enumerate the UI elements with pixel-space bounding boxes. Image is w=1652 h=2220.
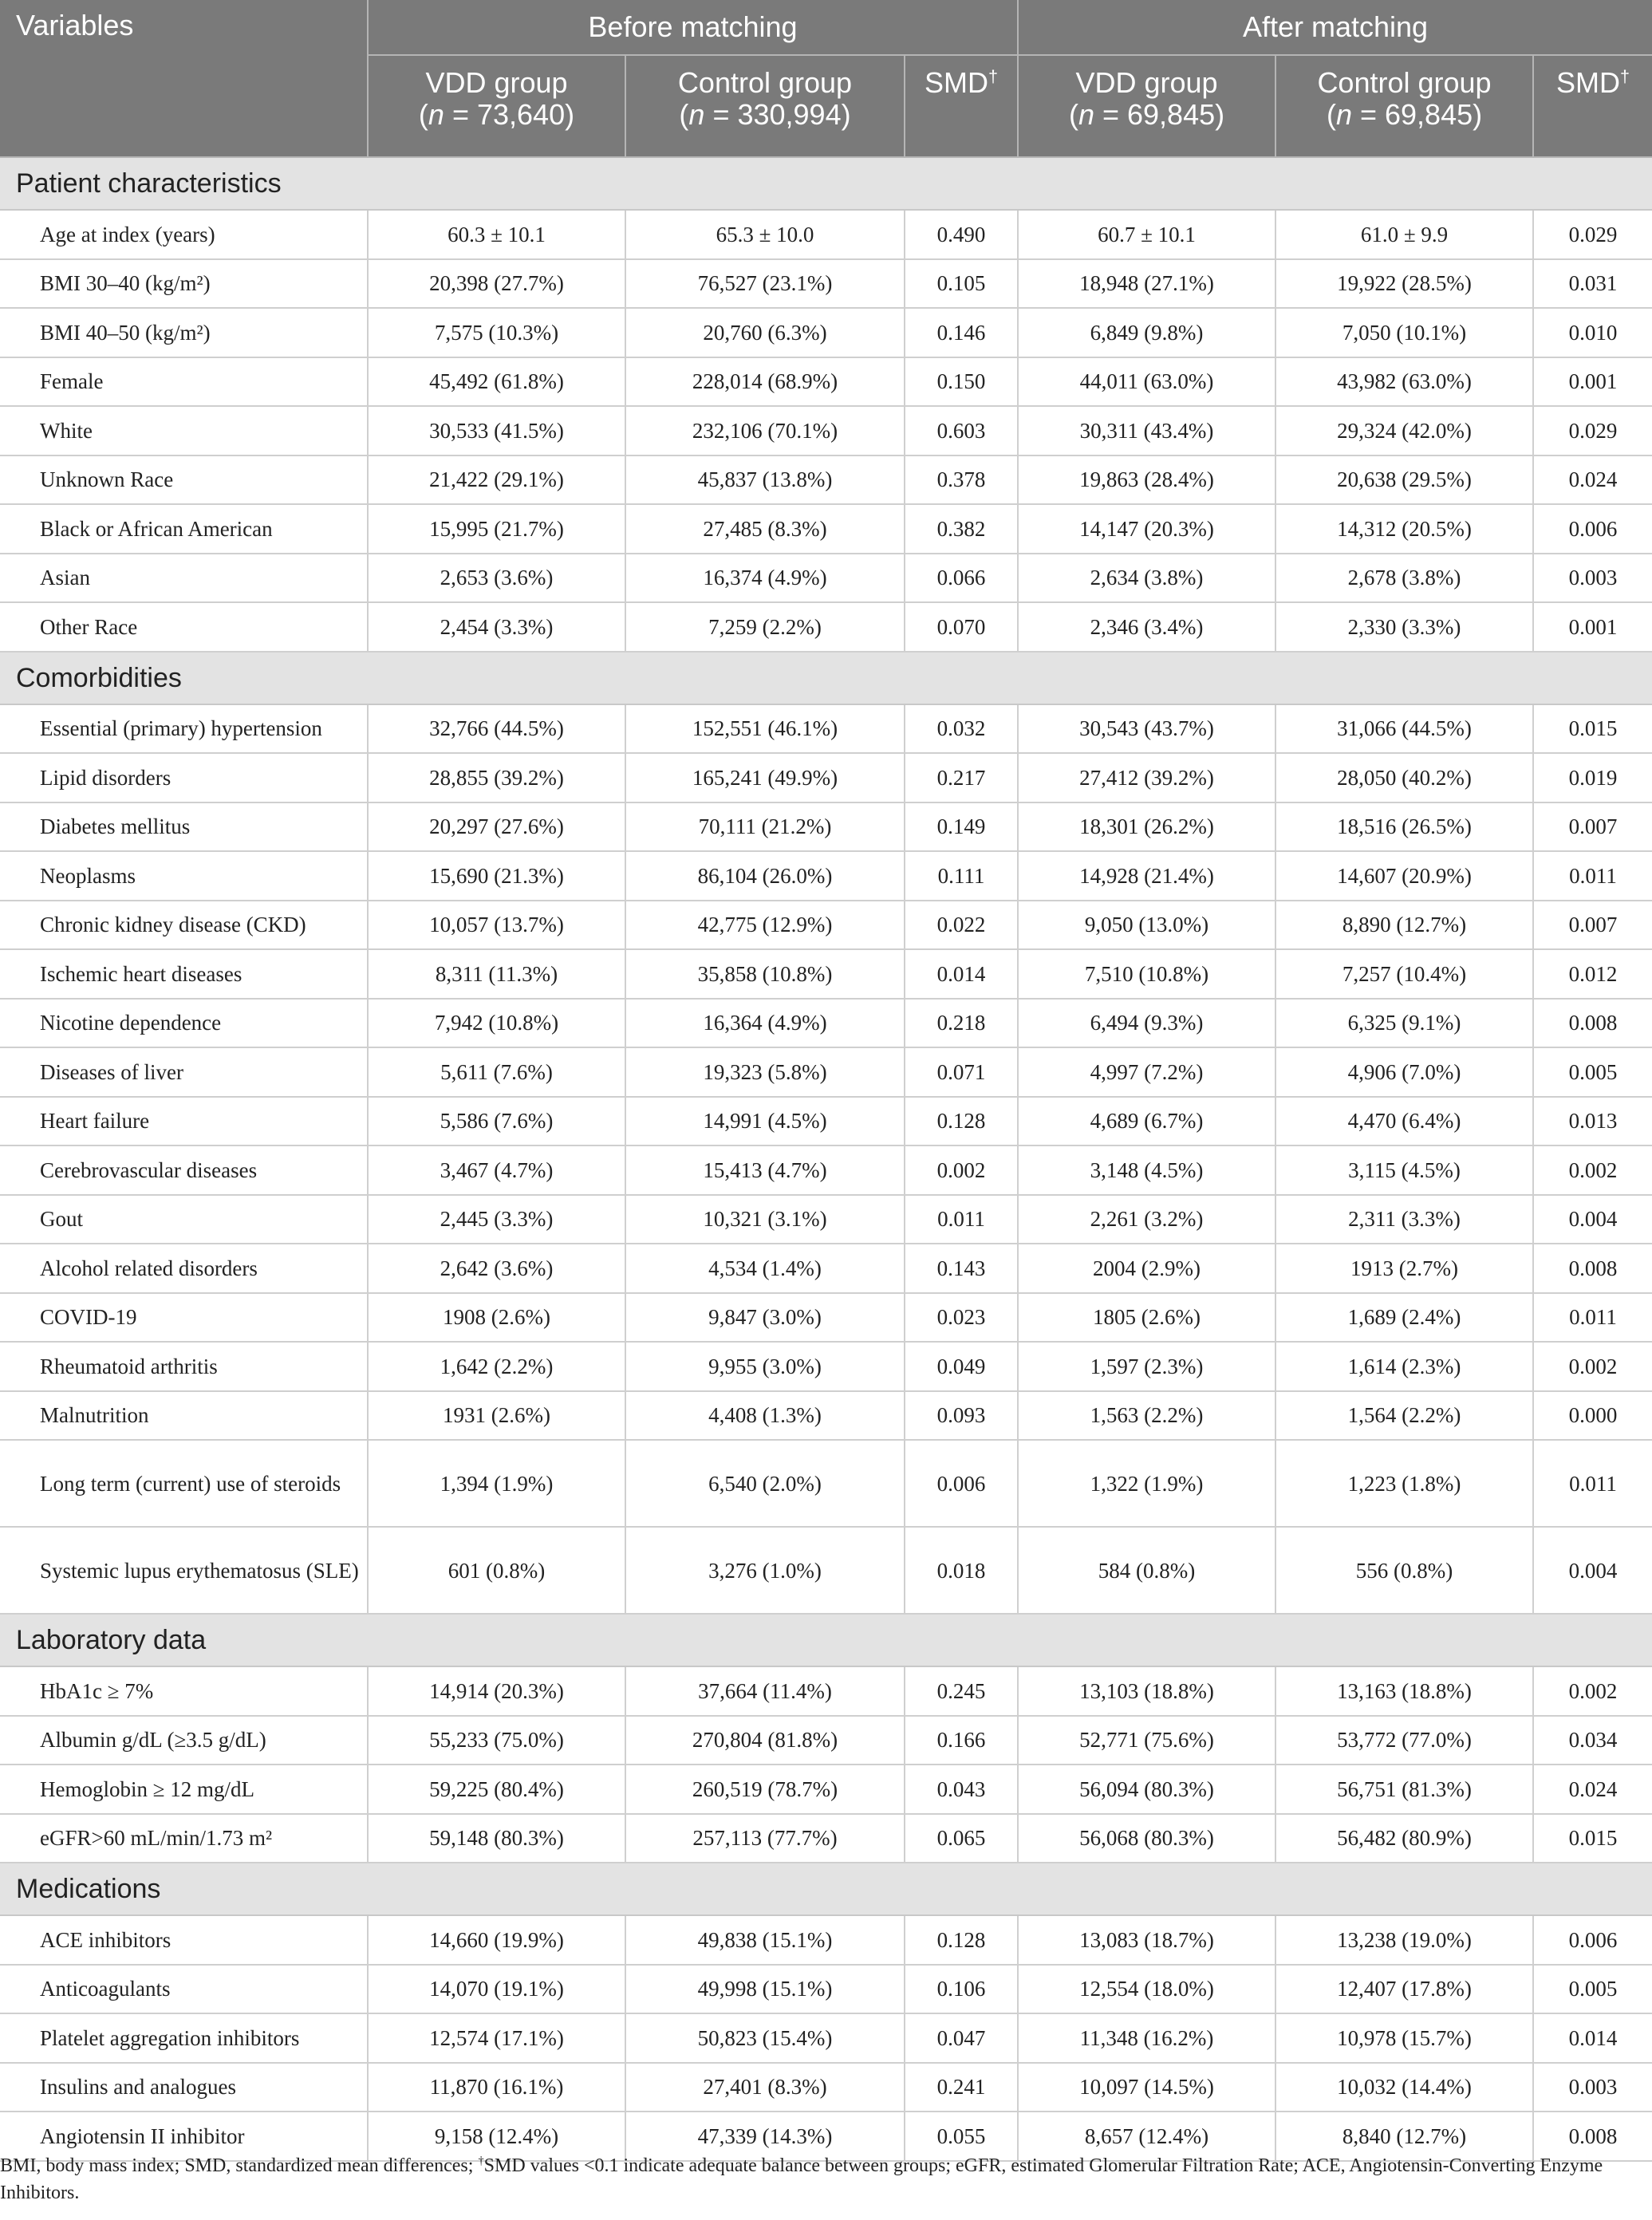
table-row (0, 1527, 1652, 1614)
before-vdd-cell: 30,533 (41.5%) (368, 406, 625, 455)
table-row (0, 1097, 1652, 1146)
before-smd-cell: 0.490 (905, 210, 1018, 259)
after-vdd-cell: 19,863 (28.4%) (1018, 455, 1275, 505)
before-control-cell: 152,551 (46.1%) (625, 704, 905, 754)
before-vdd-header: VDD group (n = 73,640) (368, 55, 625, 157)
before-smd-cell: 0.006 (905, 1440, 1018, 1527)
before-control-cell: 20,760 (6.3%) (625, 308, 905, 357)
table-row (0, 1716, 1652, 1765)
before-smd-cell: 0.049 (905, 1342, 1018, 1391)
before-control-cell: 4,534 (1.4%) (625, 1244, 905, 1293)
variable-label: Albumin g/dL (≥3.5 g/dL) (0, 1716, 368, 1765)
table-row (0, 554, 1652, 603)
before-smd-cell: 0.032 (905, 704, 1018, 754)
after-smd-cell: 0.011 (1533, 851, 1652, 901)
before-vdd-cell: 1931 (2.6%) (368, 1391, 625, 1441)
after-vdd-cell: 6,849 (9.8%) (1018, 308, 1275, 357)
variable-label: Other Race (0, 602, 368, 652)
after-smd-cell: 0.019 (1533, 753, 1652, 802)
after-control-cell: 4,470 (6.4%) (1275, 1097, 1533, 1146)
after-smd-cell: 0.015 (1533, 1814, 1652, 1863)
after-control-cell: 20,638 (29.5%) (1275, 455, 1533, 505)
table-row (0, 1195, 1652, 1244)
after-smd-cell: 0.004 (1533, 1527, 1652, 1614)
after-control-cell: 14,312 (20.5%) (1275, 504, 1533, 554)
after-smd-cell: 0.002 (1533, 1145, 1652, 1195)
section-header-row (0, 157, 1652, 210)
table-row (0, 999, 1652, 1048)
variable-label: Diabetes mellitus (0, 802, 368, 852)
after-control-header: Control group (n = 69,845) (1275, 55, 1533, 157)
variable-label: Ischemic heart diseases (0, 949, 368, 999)
after-smd-cell: 0.010 (1533, 308, 1652, 357)
after-vdd-cell: 7,510 (10.8%) (1018, 949, 1275, 999)
before-smd-cell: 0.150 (905, 357, 1018, 407)
after-smd-cell: 0.000 (1533, 1391, 1652, 1441)
before-vdd-cell: 1908 (2.6%) (368, 1293, 625, 1343)
section-title: Patient characteristics (0, 157, 1652, 210)
table-header (0, 0, 1652, 157)
before-control-cell: 49,838 (15.1%) (625, 1915, 905, 1965)
before-vdd-cell: 20,297 (27.6%) (368, 802, 625, 852)
variable-label: Systemic lupus erythematosus (SLE) (0, 1527, 368, 1614)
before-vdd-cell: 8,311 (11.3%) (368, 949, 625, 999)
before-vdd-cell: 14,660 (19.9%) (368, 1915, 625, 1965)
before-control-cell: 165,241 (49.9%) (625, 753, 905, 802)
table-row (0, 2063, 1652, 2112)
after-control-cell: 43,982 (63.0%) (1275, 357, 1533, 407)
table-footnote: BMI, body mass index; SMD, standardized mean differences; †SMD values <0.1 indicate adequate balance between groups; eGFR, estimated Glomerular Filtration Rate; ACE, Angiotensin-Converting Enzyme Inhibitors. (0, 2155, 1603, 2203)
table-row (0, 1965, 1652, 2014)
variable-label: Unknown Race (0, 455, 368, 505)
before-vdd-cell: 5,586 (7.6%) (368, 1097, 625, 1146)
after-smd-cell: 0.005 (1533, 1965, 1652, 2014)
before-control-cell: 70,111 (21.2%) (625, 802, 905, 852)
before-control-cell: 10,321 (3.1%) (625, 1195, 905, 1244)
before-vdd-cell: 601 (0.8%) (368, 1527, 625, 1614)
before-smd-cell: 0.217 (905, 753, 1018, 802)
after-vdd-cell: 4,689 (6.7%) (1018, 1097, 1275, 1146)
before-vdd-cell: 2,454 (3.3%) (368, 602, 625, 652)
after-matching-header: After matching (1018, 0, 1652, 55)
after-vdd-header: VDD group (n = 69,845) (1018, 55, 1275, 157)
before-control-cell: 6,540 (2.0%) (625, 1440, 905, 1527)
before-control-cell: 16,374 (4.9%) (625, 554, 905, 603)
after-vdd-cell: 18,948 (27.1%) (1018, 259, 1275, 309)
after-smd-cell: 0.003 (1533, 2063, 1652, 2112)
variable-label: Insulins and analogues (0, 2063, 368, 2112)
before-smd-cell: 0.378 (905, 455, 1018, 505)
before-smd-cell: 0.093 (905, 1391, 1018, 1441)
after-control-cell: 556 (0.8%) (1275, 1527, 1533, 1614)
after-control-cell: 12,407 (17.8%) (1275, 1965, 1533, 2014)
after-vdd-cell: 52,771 (75.6%) (1018, 1716, 1275, 1765)
variable-label: Anticoagulants (0, 1965, 368, 2014)
after-vdd-cell: 2004 (2.9%) (1018, 1244, 1275, 1293)
before-smd-cell: 0.055 (905, 2112, 1018, 2161)
variable-label: Black or African American (0, 504, 368, 554)
after-smd-cell: 0.031 (1533, 259, 1652, 309)
before-smd-cell: 0.128 (905, 1915, 1018, 1965)
variable-label: White (0, 406, 368, 455)
after-control-cell: 10,032 (14.4%) (1275, 2063, 1533, 2112)
before-smd-cell: 0.071 (905, 1047, 1018, 1097)
after-vdd-cell: 2,261 (3.2%) (1018, 1195, 1275, 1244)
after-vdd-cell: 13,103 (18.8%) (1018, 1666, 1275, 1716)
after-vdd-cell: 56,094 (80.3%) (1018, 1765, 1275, 1814)
after-smd-cell: 0.034 (1533, 1716, 1652, 1765)
before-control-cell: 19,323 (5.8%) (625, 1047, 905, 1097)
before-control-cell: 3,276 (1.0%) (625, 1527, 905, 1614)
after-smd-cell: 0.024 (1533, 1765, 1652, 1814)
table-row (0, 259, 1652, 309)
section-title: Medications (0, 1863, 1652, 1915)
before-control-cell: 42,775 (12.9%) (625, 901, 905, 950)
before-control-cell: 27,401 (8.3%) (625, 2063, 905, 2112)
before-smd-cell: 0.218 (905, 999, 1018, 1048)
before-control-cell: 37,664 (11.4%) (625, 1666, 905, 1716)
section-header-row (0, 1614, 1652, 1666)
after-smd-cell: 0.011 (1533, 1440, 1652, 1527)
after-smd-cell: 0.013 (1533, 1097, 1652, 1146)
before-smd-cell: 0.043 (905, 1765, 1018, 1814)
after-control-cell: 8,840 (12.7%) (1275, 2112, 1533, 2161)
after-control-cell: 31,066 (44.5%) (1275, 704, 1533, 754)
after-control-cell: 28,050 (40.2%) (1275, 753, 1533, 802)
table-row (0, 1244, 1652, 1293)
after-vdd-cell: 18,301 (26.2%) (1018, 802, 1275, 852)
after-control-cell: 29,324 (42.0%) (1275, 406, 1533, 455)
before-vdd-cell: 1,394 (1.9%) (368, 1440, 625, 1527)
before-control-cell: 50,823 (15.4%) (625, 2013, 905, 2063)
after-control-cell: 4,906 (7.0%) (1275, 1047, 1533, 1097)
after-vdd-cell: 60.7 ± 10.1 (1018, 210, 1275, 259)
variable-label: Long term (current) use of steroids (0, 1440, 368, 1527)
before-vdd-cell: 59,148 (80.3%) (368, 1814, 625, 1863)
after-smd-cell: 0.002 (1533, 1666, 1652, 1716)
after-smd-cell: 0.008 (1533, 2112, 1652, 2161)
table-row (0, 1342, 1652, 1391)
before-smd-cell: 0.241 (905, 2063, 1018, 2112)
after-control-cell: 1,689 (2.4%) (1275, 1293, 1533, 1343)
before-control-cell: 270,804 (81.8%) (625, 1716, 905, 1765)
after-control-cell: 13,238 (19.0%) (1275, 1915, 1533, 1965)
variable-label: Cerebrovascular diseases (0, 1145, 368, 1195)
before-vdd-cell: 59,225 (80.4%) (368, 1765, 625, 1814)
before-vdd-cell: 1,642 (2.2%) (368, 1342, 625, 1391)
variable-label: BMI 40–50 (kg/m²) (0, 308, 368, 357)
after-control-cell: 53,772 (77.0%) (1275, 1716, 1533, 1765)
before-control-cell: 260,519 (78.7%) (625, 1765, 905, 1814)
before-control-header: Control group (n = 330,994) (625, 55, 905, 157)
section-header-row (0, 1863, 1652, 1915)
table-row (0, 602, 1652, 652)
variable-label: Alcohol related disorders (0, 1244, 368, 1293)
before-vdd-cell: 2,653 (3.6%) (368, 554, 625, 603)
before-control-cell: 86,104 (26.0%) (625, 851, 905, 901)
after-control-cell: 1,614 (2.3%) (1275, 1342, 1533, 1391)
after-control-cell: 2,678 (3.8%) (1275, 554, 1533, 603)
before-control-cell: 15,413 (4.7%) (625, 1145, 905, 1195)
after-control-cell: 13,163 (18.8%) (1275, 1666, 1533, 1716)
after-vdd-cell: 3,148 (4.5%) (1018, 1145, 1275, 1195)
before-control-cell: 4,408 (1.3%) (625, 1391, 905, 1441)
after-control-cell: 6,325 (9.1%) (1275, 999, 1533, 1048)
after-vdd-cell: 1,597 (2.3%) (1018, 1342, 1275, 1391)
after-smd-cell: 0.002 (1533, 1342, 1652, 1391)
after-vdd-cell: 10,097 (14.5%) (1018, 2063, 1275, 2112)
after-vdd-cell: 1,563 (2.2%) (1018, 1391, 1275, 1441)
variable-label: Lipid disorders (0, 753, 368, 802)
table-row (0, 1145, 1652, 1195)
before-smd-cell: 0.047 (905, 2013, 1018, 2063)
before-smd-cell: 0.023 (905, 1293, 1018, 1343)
table-row (0, 1765, 1652, 1814)
after-vdd-cell: 6,494 (9.3%) (1018, 999, 1275, 1048)
after-vdd-cell: 584 (0.8%) (1018, 1527, 1275, 1614)
after-smd-cell: 0.001 (1533, 357, 1652, 407)
after-vdd-cell: 2,346 (3.4%) (1018, 602, 1275, 652)
before-smd-cell: 0.070 (905, 602, 1018, 652)
table-row (0, 1293, 1652, 1343)
before-smd-header: SMD† (905, 55, 1018, 157)
before-vdd-cell: 21,422 (29.1%) (368, 455, 625, 505)
after-vdd-cell: 44,011 (63.0%) (1018, 357, 1275, 407)
variable-label: Nicotine dependence (0, 999, 368, 1048)
variable-label: Diseases of liver (0, 1047, 368, 1097)
before-smd-cell: 0.014 (905, 949, 1018, 999)
variable-label: Age at index (years) (0, 210, 368, 259)
before-vdd-cell: 15,995 (21.7%) (368, 504, 625, 554)
section-title: Comorbidities (0, 652, 1652, 704)
before-smd-cell: 0.106 (905, 1965, 1018, 2014)
before-vdd-cell: 12,574 (17.1%) (368, 2013, 625, 2063)
table-row (0, 901, 1652, 950)
variable-label: Neoplasms (0, 851, 368, 901)
after-smd-cell: 0.005 (1533, 1047, 1652, 1097)
variable-label: Asian (0, 554, 368, 603)
after-smd-cell: 0.011 (1533, 1293, 1652, 1343)
before-vdd-cell: 5,611 (7.6%) (368, 1047, 625, 1097)
before-vdd-cell: 3,467 (4.7%) (368, 1145, 625, 1195)
table-row (0, 1814, 1652, 1863)
table-row (0, 1666, 1652, 1716)
variables-header: Variables (0, 0, 368, 157)
after-control-cell: 10,978 (15.7%) (1275, 2013, 1533, 2063)
after-vdd-cell: 9,050 (13.0%) (1018, 901, 1275, 950)
table-row (0, 210, 1652, 259)
table-row (0, 1915, 1652, 1965)
before-smd-cell: 0.382 (905, 504, 1018, 554)
after-vdd-cell: 2,634 (3.8%) (1018, 554, 1275, 603)
before-smd-cell: 0.011 (905, 1195, 1018, 1244)
variable-label: Female (0, 357, 368, 407)
before-smd-cell: 0.066 (905, 554, 1018, 603)
before-vdd-cell: 60.3 ± 10.1 (368, 210, 625, 259)
before-smd-cell: 0.105 (905, 259, 1018, 309)
after-smd-cell: 0.029 (1533, 210, 1652, 259)
before-smd-cell: 0.603 (905, 406, 1018, 455)
after-smd-cell: 0.008 (1533, 1244, 1652, 1293)
before-control-cell: 9,847 (3.0%) (625, 1293, 905, 1343)
before-vdd-cell: 9,158 (12.4%) (368, 2112, 625, 2161)
table-row (0, 2013, 1652, 2063)
after-smd-header: SMD† (1533, 55, 1652, 157)
after-smd-cell: 0.012 (1533, 949, 1652, 999)
before-smd-cell: 0.143 (905, 1244, 1018, 1293)
before-vdd-cell: 14,914 (20.3%) (368, 1666, 625, 1716)
after-control-cell: 18,516 (26.5%) (1275, 802, 1533, 852)
variable-label: Essential (primary) hypertension (0, 704, 368, 754)
variable-label: BMI 30–40 (kg/m²) (0, 259, 368, 309)
after-smd-cell: 0.006 (1533, 504, 1652, 554)
before-vdd-cell: 55,233 (75.0%) (368, 1716, 625, 1765)
table-row (0, 504, 1652, 554)
variable-label: HbA1c ≥ 7% (0, 1666, 368, 1716)
before-control-cell: 35,858 (10.8%) (625, 949, 905, 999)
after-vdd-cell: 1,322 (1.9%) (1018, 1440, 1275, 1527)
after-control-cell: 7,050 (10.1%) (1275, 308, 1533, 357)
after-control-cell: 2,330 (3.3%) (1275, 602, 1533, 652)
before-vdd-cell: 10,057 (13.7%) (368, 901, 625, 950)
after-smd-cell: 0.006 (1533, 1915, 1652, 1965)
after-vdd-cell: 1805 (2.6%) (1018, 1293, 1275, 1343)
table-body (0, 157, 1652, 2161)
before-smd-cell: 0.022 (905, 901, 1018, 950)
before-vdd-cell: 45,492 (61.8%) (368, 357, 625, 407)
section-title: Laboratory data (0, 1614, 1652, 1666)
before-vdd-cell: 7,942 (10.8%) (368, 999, 625, 1048)
after-smd-cell: 0.007 (1533, 901, 1652, 950)
after-vdd-cell: 4,997 (7.2%) (1018, 1047, 1275, 1097)
after-control-cell: 7,257 (10.4%) (1275, 949, 1533, 999)
table-row (0, 1391, 1652, 1441)
before-matching-header: Before matching (368, 0, 1018, 55)
before-control-cell: 257,113 (77.7%) (625, 1814, 905, 1863)
table-row (0, 357, 1652, 407)
before-smd-cell: 0.065 (905, 1814, 1018, 1863)
after-control-cell: 56,751 (81.3%) (1275, 1765, 1533, 1814)
variable-label: Platelet aggregation inhibitors (0, 2013, 368, 2063)
after-control-cell: 3,115 (4.5%) (1275, 1145, 1533, 1195)
after-vdd-cell: 12,554 (18.0%) (1018, 1965, 1275, 2014)
variable-label: eGFR>60 mL/min/1.73 m² (0, 1814, 368, 1863)
before-vdd-cell: 15,690 (21.3%) (368, 851, 625, 901)
after-smd-cell: 0.014 (1533, 2013, 1652, 2063)
before-control-cell: 65.3 ± 10.0 (625, 210, 905, 259)
table-row (0, 1440, 1652, 1527)
after-smd-cell: 0.029 (1533, 406, 1652, 455)
after-vdd-cell: 11,348 (16.2%) (1018, 2013, 1275, 2063)
table-row (0, 308, 1652, 357)
before-smd-cell: 0.128 (905, 1097, 1018, 1146)
after-smd-cell: 0.004 (1533, 1195, 1652, 1244)
after-control-cell: 19,922 (28.5%) (1275, 259, 1533, 309)
table-row (0, 851, 1652, 901)
before-vdd-cell: 11,870 (16.1%) (368, 2063, 625, 2112)
after-vdd-cell: 30,311 (43.4%) (1018, 406, 1275, 455)
table-row (0, 455, 1652, 505)
variable-label: Angiotensin II inhibitor (0, 2112, 368, 2161)
variable-label: ACE inhibitors (0, 1915, 368, 1965)
after-control-cell: 56,482 (80.9%) (1275, 1814, 1533, 1863)
after-vdd-cell: 27,412 (39.2%) (1018, 753, 1275, 802)
variable-label: Heart failure (0, 1097, 368, 1146)
after-smd-cell: 0.008 (1533, 999, 1652, 1048)
after-control-cell: 14,607 (20.9%) (1275, 851, 1533, 901)
before-control-cell: 232,106 (70.1%) (625, 406, 905, 455)
after-smd-cell: 0.015 (1533, 704, 1652, 754)
variable-label: Gout (0, 1195, 368, 1244)
after-smd-cell: 0.001 (1533, 602, 1652, 652)
table-row (0, 1047, 1652, 1097)
before-smd-cell: 0.166 (905, 1716, 1018, 1765)
variable-label: Chronic kidney disease (CKD) (0, 901, 368, 950)
before-vdd-cell: 2,445 (3.3%) (368, 1195, 625, 1244)
before-control-cell: 16,364 (4.9%) (625, 999, 905, 1048)
before-control-cell: 76,527 (23.1%) (625, 259, 905, 309)
before-control-cell: 7,259 (2.2%) (625, 602, 905, 652)
before-control-cell: 49,998 (15.1%) (625, 1965, 905, 2014)
after-control-cell: 1913 (2.7%) (1275, 1244, 1533, 1293)
after-vdd-cell: 14,928 (21.4%) (1018, 851, 1275, 901)
after-control-cell: 1,223 (1.8%) (1275, 1440, 1533, 1527)
table-row (0, 753, 1652, 802)
after-vdd-cell: 30,543 (43.7%) (1018, 704, 1275, 754)
before-smd-cell: 0.245 (905, 1666, 1018, 1716)
before-smd-cell: 0.018 (905, 1527, 1018, 1614)
section-header-row (0, 652, 1652, 704)
variable-label: Malnutrition (0, 1391, 368, 1441)
before-control-cell: 45,837 (13.8%) (625, 455, 905, 505)
before-vdd-cell: 20,398 (27.7%) (368, 259, 625, 309)
after-vdd-cell: 14,147 (20.3%) (1018, 504, 1275, 554)
after-control-cell: 8,890 (12.7%) (1275, 901, 1533, 950)
after-control-cell: 1,564 (2.2%) (1275, 1391, 1533, 1441)
after-control-cell: 61.0 ± 9.9 (1275, 210, 1533, 259)
table-row (0, 704, 1652, 754)
before-smd-cell: 0.111 (905, 851, 1018, 901)
before-vdd-cell: 2,642 (3.6%) (368, 1244, 625, 1293)
after-smd-cell: 0.007 (1533, 802, 1652, 852)
before-smd-cell: 0.149 (905, 802, 1018, 852)
after-smd-cell: 0.003 (1533, 554, 1652, 603)
before-smd-cell: 0.146 (905, 308, 1018, 357)
before-control-cell: 9,955 (3.0%) (625, 1342, 905, 1391)
before-control-cell: 47,339 (14.3%) (625, 2112, 905, 2161)
after-control-cell: 2,311 (3.3%) (1275, 1195, 1533, 1244)
before-smd-cell: 0.002 (905, 1145, 1018, 1195)
before-vdd-cell: 32,766 (44.5%) (368, 704, 625, 754)
before-control-cell: 228,014 (68.9%) (625, 357, 905, 407)
variable-label: COVID-19 (0, 1293, 368, 1343)
table-row (0, 949, 1652, 999)
after-vdd-cell: 13,083 (18.7%) (1018, 1915, 1275, 1965)
before-vdd-cell: 14,070 (19.1%) (368, 1965, 625, 2014)
table-row (0, 802, 1652, 852)
before-control-cell: 14,991 (4.5%) (625, 1097, 905, 1146)
after-vdd-cell: 8,657 (12.4%) (1018, 2112, 1275, 2161)
before-control-cell: 27,485 (8.3%) (625, 504, 905, 554)
after-vdd-cell: 56,068 (80.3%) (1018, 1814, 1275, 1863)
variable-label: Hemoglobin ≥ 12 mg/dL (0, 1765, 368, 1814)
before-vdd-cell: 28,855 (39.2%) (368, 753, 625, 802)
after-smd-cell: 0.024 (1533, 455, 1652, 505)
variable-label: Rheumatoid arthritis (0, 1342, 368, 1391)
table-row (0, 406, 1652, 455)
before-vdd-cell: 7,575 (10.3%) (368, 308, 625, 357)
